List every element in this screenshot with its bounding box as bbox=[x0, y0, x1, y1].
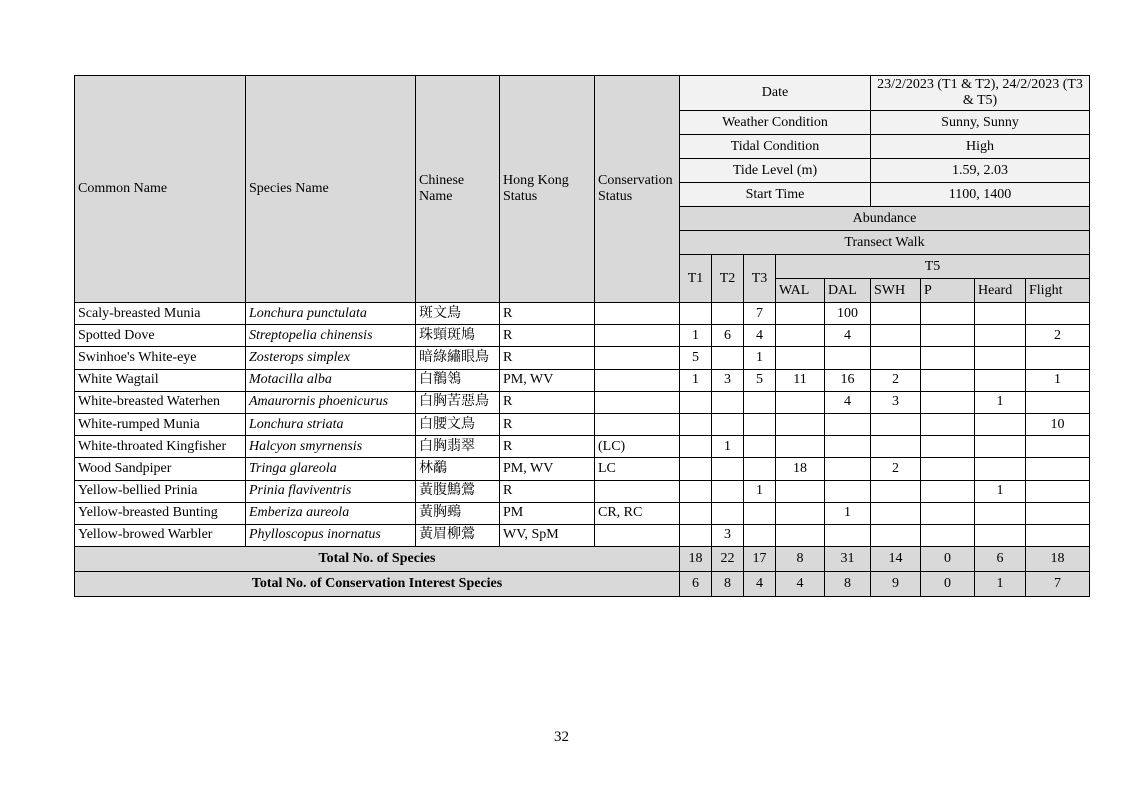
dal-count bbox=[825, 413, 871, 435]
heard-count: 1 bbox=[975, 480, 1026, 502]
header-t1: T1 bbox=[680, 255, 712, 303]
total-t1: 6 bbox=[680, 572, 712, 597]
wal-count bbox=[776, 413, 825, 435]
heard-count bbox=[975, 369, 1026, 391]
total-label: Total No. of Species bbox=[75, 547, 680, 572]
hk-status: R bbox=[500, 391, 595, 413]
t2-count bbox=[712, 502, 744, 524]
t3-count: 1 bbox=[744, 347, 776, 369]
total-heard: 6 bbox=[975, 547, 1026, 572]
flight-count bbox=[1026, 391, 1090, 413]
conservation-status bbox=[595, 480, 680, 502]
species-name: Streptopelia chinensis bbox=[246, 325, 416, 347]
total-swh: 9 bbox=[871, 572, 921, 597]
dal-count: 4 bbox=[825, 325, 871, 347]
wal-count bbox=[776, 325, 825, 347]
t1-count bbox=[680, 502, 712, 524]
flight-count bbox=[1026, 303, 1090, 325]
table-row bbox=[75, 480, 1090, 502]
flight-count: 2 bbox=[1026, 325, 1090, 347]
table-row bbox=[75, 524, 1090, 546]
conservation-status: LC bbox=[595, 458, 680, 480]
weather-label: Weather Condition bbox=[680, 111, 871, 135]
wal-count bbox=[776, 480, 825, 502]
heard-count bbox=[975, 413, 1026, 435]
flight-count bbox=[1026, 458, 1090, 480]
abundance-header: Abundance bbox=[680, 207, 1090, 231]
t2-count bbox=[712, 391, 744, 413]
heard-count bbox=[975, 325, 1026, 347]
tidal-label: Tidal Condition bbox=[680, 135, 871, 159]
chinese-name: 林鷸 bbox=[416, 458, 500, 480]
t3-count: 7 bbox=[744, 303, 776, 325]
start-time-value: 1100, 1400 bbox=[871, 183, 1090, 207]
table-row bbox=[75, 391, 1090, 413]
conservation-status bbox=[595, 413, 680, 435]
dal-count: 1 bbox=[825, 502, 871, 524]
table-row bbox=[75, 369, 1090, 391]
hk-status: R bbox=[500, 480, 595, 502]
date-value: 23/2/2023 (T1 & T2), 24/2/2023 (T3 & T5) bbox=[871, 76, 1090, 111]
t2-count: 6 bbox=[712, 325, 744, 347]
p-count bbox=[921, 369, 975, 391]
t3-count bbox=[744, 524, 776, 546]
swh-count bbox=[871, 524, 921, 546]
dal-count bbox=[825, 480, 871, 502]
t3-count bbox=[744, 502, 776, 524]
p-count bbox=[921, 458, 975, 480]
t2-count: 1 bbox=[712, 436, 744, 458]
heard-count bbox=[975, 436, 1026, 458]
dal-count: 100 bbox=[825, 303, 871, 325]
transect-walk-header: Transect Walk bbox=[680, 231, 1090, 255]
heard-count: 1 bbox=[975, 391, 1026, 413]
t2-count bbox=[712, 480, 744, 502]
hk-status: PM bbox=[500, 502, 595, 524]
species-name: Lonchura punctulata bbox=[246, 303, 416, 325]
header-p: P bbox=[921, 279, 975, 303]
common-name: White-throated Kingfisher bbox=[75, 436, 246, 458]
t2-count: 3 bbox=[712, 524, 744, 546]
t1-count bbox=[680, 480, 712, 502]
chinese-name: 白腰文鳥 bbox=[416, 413, 500, 435]
flight-count bbox=[1026, 436, 1090, 458]
species-name: Tringa glareola bbox=[246, 458, 416, 480]
t1-count bbox=[680, 436, 712, 458]
hk-status: R bbox=[500, 303, 595, 325]
common-name: Yellow-browed Warbler bbox=[75, 524, 246, 546]
total-dal: 31 bbox=[825, 547, 871, 572]
total-row bbox=[75, 572, 1090, 597]
chinese-name: 珠頸斑鳩 bbox=[416, 325, 500, 347]
total-row bbox=[75, 547, 1090, 572]
p-count bbox=[921, 413, 975, 435]
header-dal: DAL bbox=[825, 279, 871, 303]
common-name: Swinhoe's White-eye bbox=[75, 347, 246, 369]
header-t2: T2 bbox=[712, 255, 744, 303]
t3-count: 4 bbox=[744, 325, 776, 347]
dal-count bbox=[825, 458, 871, 480]
heard-count bbox=[975, 524, 1026, 546]
swh-count bbox=[871, 325, 921, 347]
wal-count bbox=[776, 524, 825, 546]
header-flight: Flight bbox=[1026, 279, 1090, 303]
bird-survey-table bbox=[74, 75, 1090, 597]
flight-count bbox=[1026, 480, 1090, 502]
dal-count bbox=[825, 436, 871, 458]
table-row bbox=[75, 325, 1090, 347]
hk-status: WV, SpM bbox=[500, 524, 595, 546]
species-name: Zosterops simplex bbox=[246, 347, 416, 369]
heard-count bbox=[975, 458, 1026, 480]
p-count bbox=[921, 325, 975, 347]
t1-count: 5 bbox=[680, 347, 712, 369]
swh-count: 2 bbox=[871, 369, 921, 391]
t2-count bbox=[712, 347, 744, 369]
heard-count bbox=[975, 347, 1026, 369]
dal-count bbox=[825, 347, 871, 369]
table-row bbox=[75, 502, 1090, 524]
table-row bbox=[75, 347, 1090, 369]
header-common-name: Common Name bbox=[75, 76, 246, 303]
p-count bbox=[921, 436, 975, 458]
header-species-name: Species Name bbox=[246, 76, 416, 303]
t3-count bbox=[744, 391, 776, 413]
t2-count: 3 bbox=[712, 369, 744, 391]
weather-value: Sunny, Sunny bbox=[871, 111, 1090, 135]
flight-count bbox=[1026, 347, 1090, 369]
common-name: White Wagtail bbox=[75, 369, 246, 391]
total-t3: 4 bbox=[744, 572, 776, 597]
common-name: White-breasted Waterhen bbox=[75, 391, 246, 413]
chinese-name: 黃眉柳鶯 bbox=[416, 524, 500, 546]
t1-count bbox=[680, 391, 712, 413]
start-time-label: Start Time bbox=[680, 183, 871, 207]
header-t3: T3 bbox=[744, 255, 776, 303]
table-row bbox=[75, 458, 1090, 480]
t1-count bbox=[680, 524, 712, 546]
header-wal: WAL bbox=[776, 279, 825, 303]
page-number: 32 bbox=[554, 729, 569, 745]
swh-count bbox=[871, 436, 921, 458]
t1-count bbox=[680, 458, 712, 480]
dal-count: 4 bbox=[825, 391, 871, 413]
total-t2: 8 bbox=[712, 572, 744, 597]
table-row bbox=[75, 303, 1090, 325]
tidal-value: High bbox=[871, 135, 1090, 159]
header-swh: SWH bbox=[871, 279, 921, 303]
wal-count bbox=[776, 303, 825, 325]
conservation-status: CR, RC bbox=[595, 502, 680, 524]
p-count bbox=[921, 347, 975, 369]
common-name: White-rumped Munia bbox=[75, 413, 246, 435]
dal-count bbox=[825, 524, 871, 546]
chinese-name: 暗綠繡眼鳥 bbox=[416, 347, 500, 369]
chinese-name: 黃胸鵐 bbox=[416, 502, 500, 524]
heard-count bbox=[975, 303, 1026, 325]
total-flight: 7 bbox=[1026, 572, 1090, 597]
total-dal: 8 bbox=[825, 572, 871, 597]
hk-status: PM, WV bbox=[500, 458, 595, 480]
hk-status: R bbox=[500, 436, 595, 458]
wal-count bbox=[776, 347, 825, 369]
conservation-status bbox=[595, 325, 680, 347]
flight-count bbox=[1026, 502, 1090, 524]
t2-count bbox=[712, 413, 744, 435]
header-hk-status: Hong Kong Status bbox=[500, 76, 595, 303]
common-name: Wood Sandpiper bbox=[75, 458, 246, 480]
species-name: Halcyon smyrnensis bbox=[246, 436, 416, 458]
conservation-status bbox=[595, 369, 680, 391]
t1-count bbox=[680, 413, 712, 435]
hk-status: R bbox=[500, 413, 595, 435]
swh-count bbox=[871, 303, 921, 325]
header-chinese-name: Chinese Name bbox=[416, 76, 500, 303]
table-row bbox=[75, 436, 1090, 458]
flight-count bbox=[1026, 524, 1090, 546]
total-t1: 18 bbox=[680, 547, 712, 572]
hk-status: R bbox=[500, 325, 595, 347]
species-name: Emberiza aureola bbox=[246, 502, 416, 524]
swh-count bbox=[871, 480, 921, 502]
dal-count: 16 bbox=[825, 369, 871, 391]
chinese-name: 白鶺鴒 bbox=[416, 369, 500, 391]
p-count bbox=[921, 303, 975, 325]
total-p: 0 bbox=[921, 547, 975, 572]
total-swh: 14 bbox=[871, 547, 921, 572]
header-conservation-status: Conservation Status bbox=[595, 76, 680, 303]
t1-count: 1 bbox=[680, 325, 712, 347]
conservation-status bbox=[595, 524, 680, 546]
common-name: Spotted Dove bbox=[75, 325, 246, 347]
species-name: Phylloscopus inornatus bbox=[246, 524, 416, 546]
wal-count: 11 bbox=[776, 369, 825, 391]
flight-count: 1 bbox=[1026, 369, 1090, 391]
common-name: Yellow-breasted Bunting bbox=[75, 502, 246, 524]
header-t5: T5 bbox=[776, 255, 1090, 279]
hk-status: PM, WV bbox=[500, 369, 595, 391]
total-t2: 22 bbox=[712, 547, 744, 572]
common-name: Scaly-breasted Munia bbox=[75, 303, 246, 325]
conservation-status bbox=[595, 303, 680, 325]
species-name: Prinia flaviventris bbox=[246, 480, 416, 502]
hk-status: R bbox=[500, 347, 595, 369]
p-count bbox=[921, 524, 975, 546]
common-name: Yellow-bellied Prinia bbox=[75, 480, 246, 502]
p-count bbox=[921, 391, 975, 413]
swh-count bbox=[871, 347, 921, 369]
swh-count: 3 bbox=[871, 391, 921, 413]
swh-count bbox=[871, 413, 921, 435]
conservation-status bbox=[595, 347, 680, 369]
p-count bbox=[921, 480, 975, 502]
total-heard: 1 bbox=[975, 572, 1026, 597]
wal-count bbox=[776, 502, 825, 524]
flight-count: 10 bbox=[1026, 413, 1090, 435]
t3-count: 5 bbox=[744, 369, 776, 391]
swh-count: 2 bbox=[871, 458, 921, 480]
species-name: Lonchura striata bbox=[246, 413, 416, 435]
p-count bbox=[921, 502, 975, 524]
total-p: 0 bbox=[921, 572, 975, 597]
t3-count bbox=[744, 413, 776, 435]
swh-count bbox=[871, 502, 921, 524]
t3-count bbox=[744, 458, 776, 480]
table-row bbox=[75, 413, 1090, 435]
t3-count: 1 bbox=[744, 480, 776, 502]
species-name: Motacilla alba bbox=[246, 369, 416, 391]
t1-count: 1 bbox=[680, 369, 712, 391]
wal-count bbox=[776, 436, 825, 458]
t2-count bbox=[712, 458, 744, 480]
species-name: Amaurornis phoenicurus bbox=[246, 391, 416, 413]
total-flight: 18 bbox=[1026, 547, 1090, 572]
total-wal: 4 bbox=[776, 572, 825, 597]
heard-count bbox=[975, 502, 1026, 524]
t1-count bbox=[680, 303, 712, 325]
chinese-name: 白胸翡翠 bbox=[416, 436, 500, 458]
conservation-status: (LC) bbox=[595, 436, 680, 458]
wal-count bbox=[776, 391, 825, 413]
date-label: Date bbox=[680, 76, 871, 111]
chinese-name: 斑文鳥 bbox=[416, 303, 500, 325]
header-heard: Heard bbox=[975, 279, 1026, 303]
t2-count bbox=[712, 303, 744, 325]
tide-level-value: 1.59, 2.03 bbox=[871, 159, 1090, 183]
total-label: Total No. of Conservation Interest Species bbox=[75, 572, 680, 597]
tide-level-label: Tide Level (m) bbox=[680, 159, 871, 183]
wal-count: 18 bbox=[776, 458, 825, 480]
conservation-status bbox=[595, 391, 680, 413]
t3-count bbox=[744, 436, 776, 458]
chinese-name: 白胸苦惡鳥 bbox=[416, 391, 500, 413]
total-wal: 8 bbox=[776, 547, 825, 572]
chinese-name: 黃腹鷦鶯 bbox=[416, 480, 500, 502]
total-t3: 17 bbox=[744, 547, 776, 572]
